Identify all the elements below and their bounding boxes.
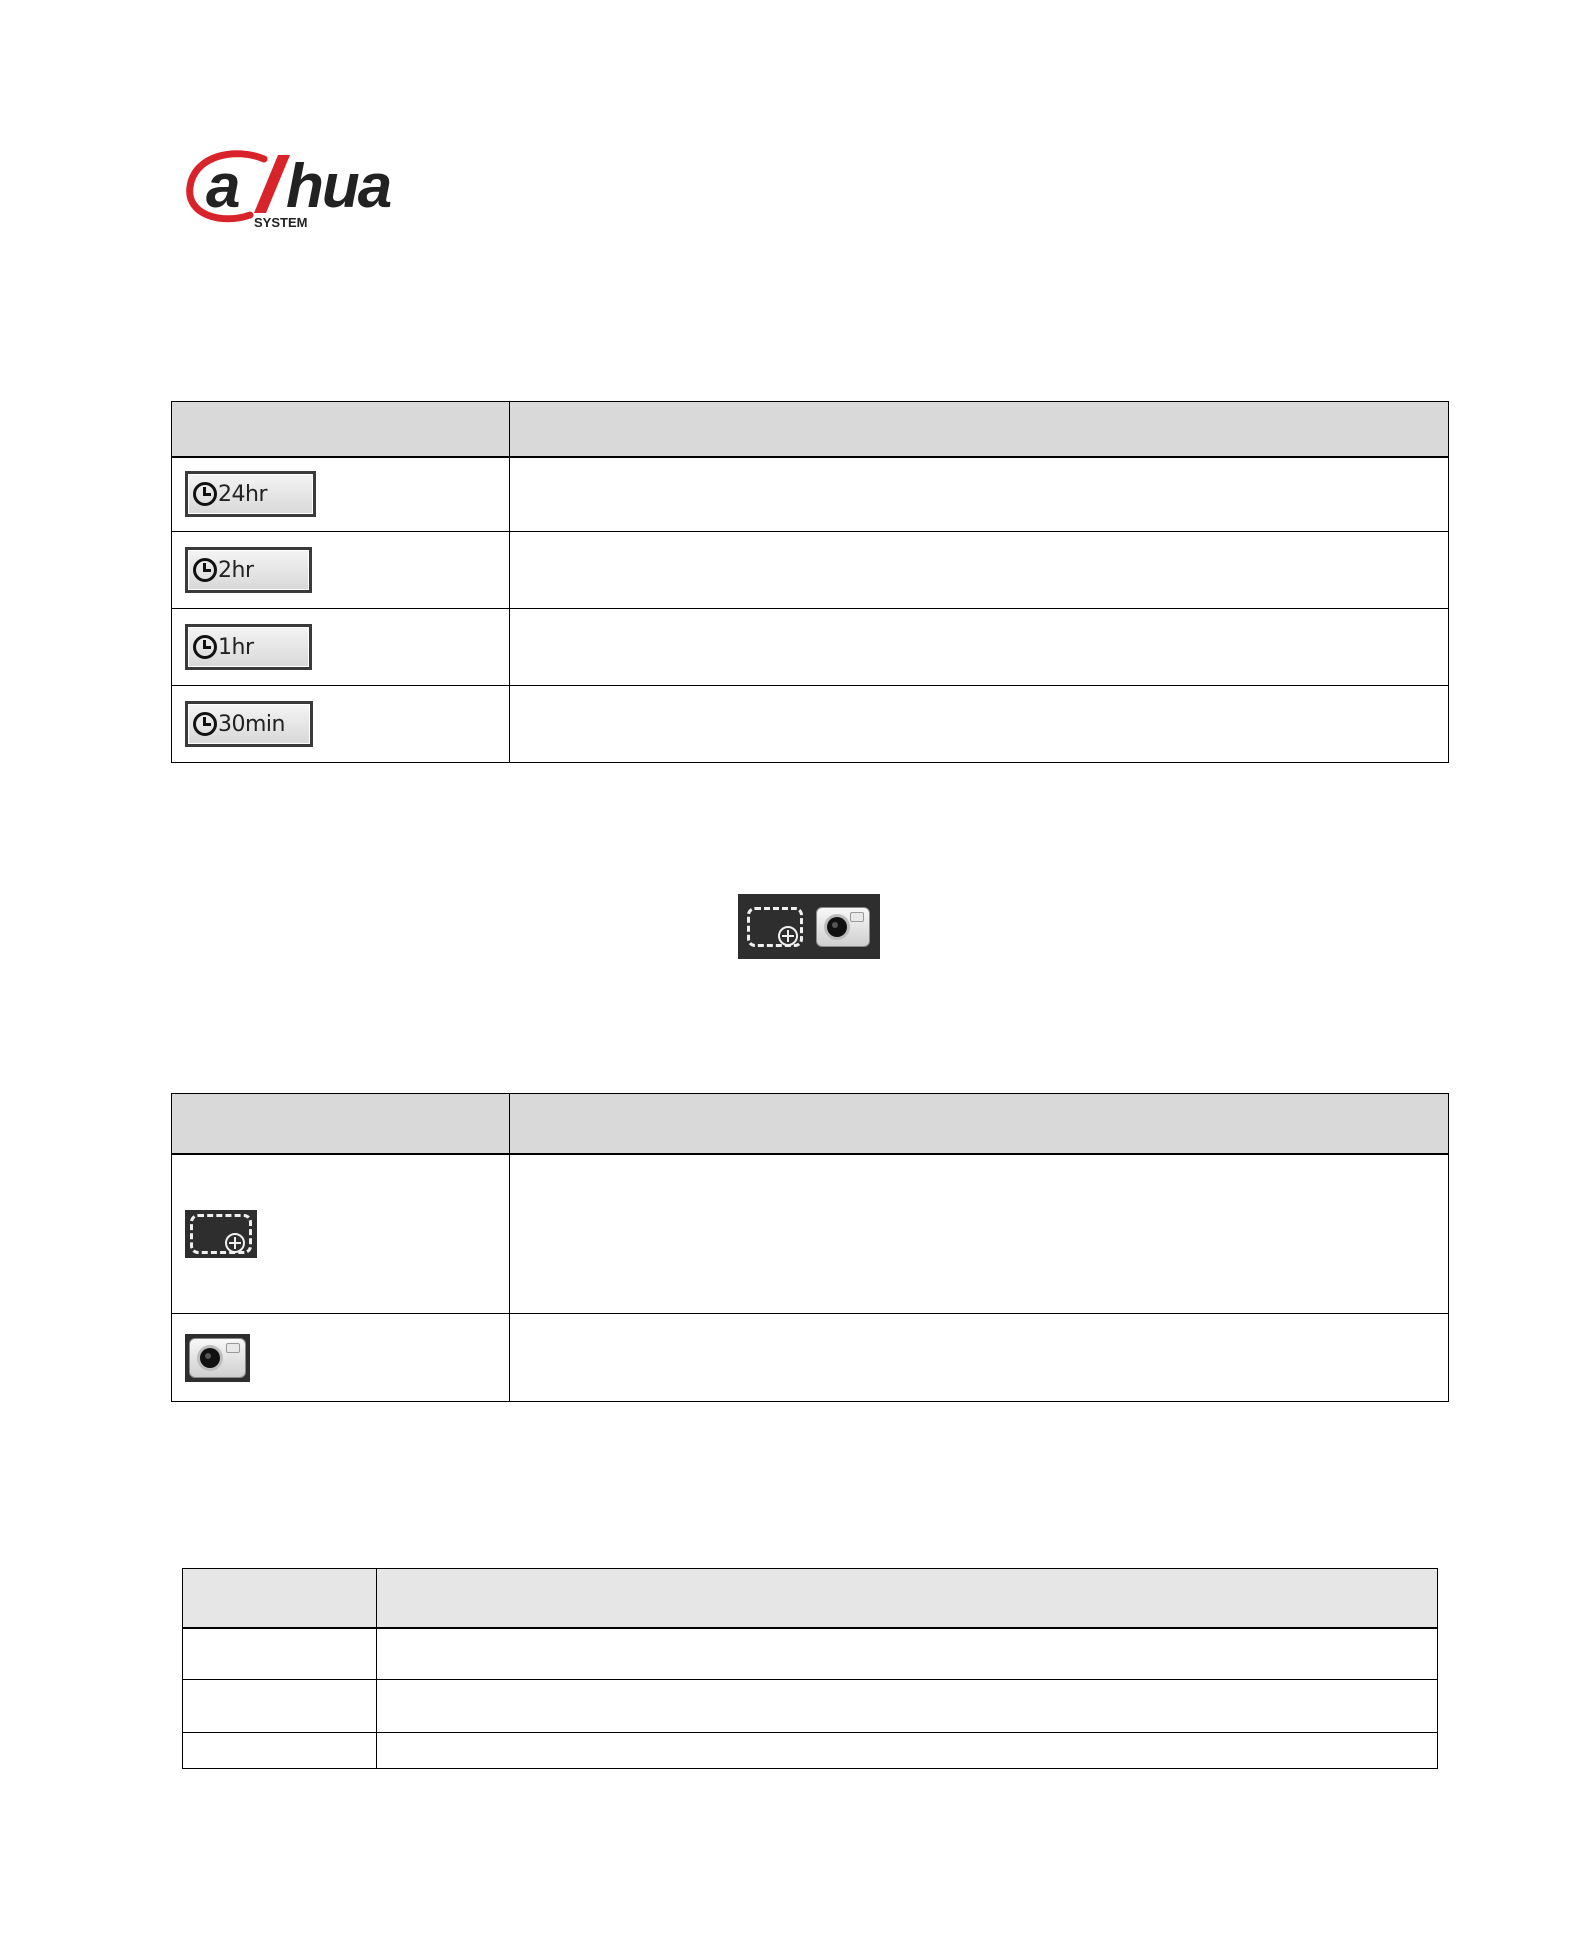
period-30min-button[interactable] <box>185 701 313 747</box>
lens-icon <box>827 917 847 937</box>
snapshot-camera-icon[interactable] <box>816 907 870 947</box>
description-cell <box>510 457 1449 532</box>
clock-icon <box>193 482 217 506</box>
table-cell <box>377 1628 1438 1680</box>
description-cell <box>510 1154 1449 1314</box>
table-row <box>183 1733 1438 1769</box>
header-cell <box>510 1094 1449 1154</box>
tool-table <box>171 1093 1449 1402</box>
svg-text:hua: hua <box>286 152 391 221</box>
snapshot-icon-frame <box>185 1334 250 1382</box>
clock-icon <box>193 635 217 659</box>
table-row <box>172 686 1449 763</box>
snapshot-camera-icon[interactable] <box>189 1338 246 1378</box>
icon-cell <box>172 609 510 686</box>
table-row <box>172 457 1449 532</box>
flash-icon <box>226 1343 240 1353</box>
flash-icon <box>850 912 864 922</box>
clock-icon <box>193 712 217 736</box>
dahua-logo <box>186 145 446 231</box>
lens-icon <box>200 1348 220 1368</box>
table-cell <box>183 1628 377 1680</box>
svg-text:a: a <box>206 152 241 221</box>
period-2hr-button[interactable] <box>185 547 312 593</box>
table-row <box>183 1680 1438 1733</box>
icon-cell <box>172 1314 510 1402</box>
zoom-area-icon[interactable] <box>747 907 803 947</box>
icon-cell <box>172 686 510 763</box>
table-cell <box>377 1733 1438 1769</box>
period-24hr-button[interactable] <box>185 471 316 517</box>
table-cell <box>183 1680 377 1733</box>
plus-icon <box>225 1233 245 1253</box>
period-1hr-button[interactable] <box>185 624 312 670</box>
third-table-header <box>183 1569 1438 1628</box>
icon-cell <box>172 457 510 532</box>
description-cell <box>510 532 1449 609</box>
third-table <box>182 1568 1438 1769</box>
zoom-area-icon-frame <box>185 1210 257 1258</box>
icon-cell <box>172 532 510 609</box>
header-cell <box>377 1569 1438 1628</box>
plus-icon <box>778 926 798 946</box>
tool-table-header <box>172 1094 1449 1154</box>
header-cell <box>172 402 510 457</box>
icon-cell <box>172 1154 510 1314</box>
video-toolbar <box>738 894 880 959</box>
period-label: 24hr <box>218 481 267 507</box>
table-row <box>172 1314 1449 1402</box>
dahua-logo-mark <box>186 145 446 231</box>
description-cell <box>510 1314 1449 1402</box>
description-cell <box>510 686 1449 763</box>
table-row <box>172 532 1449 609</box>
logo-tagline: SYSTEM <box>254 215 308 230</box>
header-cell <box>510 402 1449 457</box>
table-row <box>183 1628 1438 1680</box>
table-row <box>172 609 1449 686</box>
header-cell <box>172 1094 510 1154</box>
description-cell <box>510 609 1449 686</box>
clock-icon <box>193 558 217 582</box>
period-table-header <box>172 402 1449 457</box>
period-label: 2hr <box>218 557 254 583</box>
table-row <box>172 1154 1449 1314</box>
table-cell <box>377 1680 1438 1733</box>
period-label: 1hr <box>218 634 254 660</box>
period-table <box>171 401 1449 763</box>
period-label: 30min <box>218 711 285 737</box>
header-cell <box>183 1569 377 1628</box>
table-cell <box>183 1733 377 1769</box>
zoom-area-icon[interactable] <box>190 1214 252 1254</box>
